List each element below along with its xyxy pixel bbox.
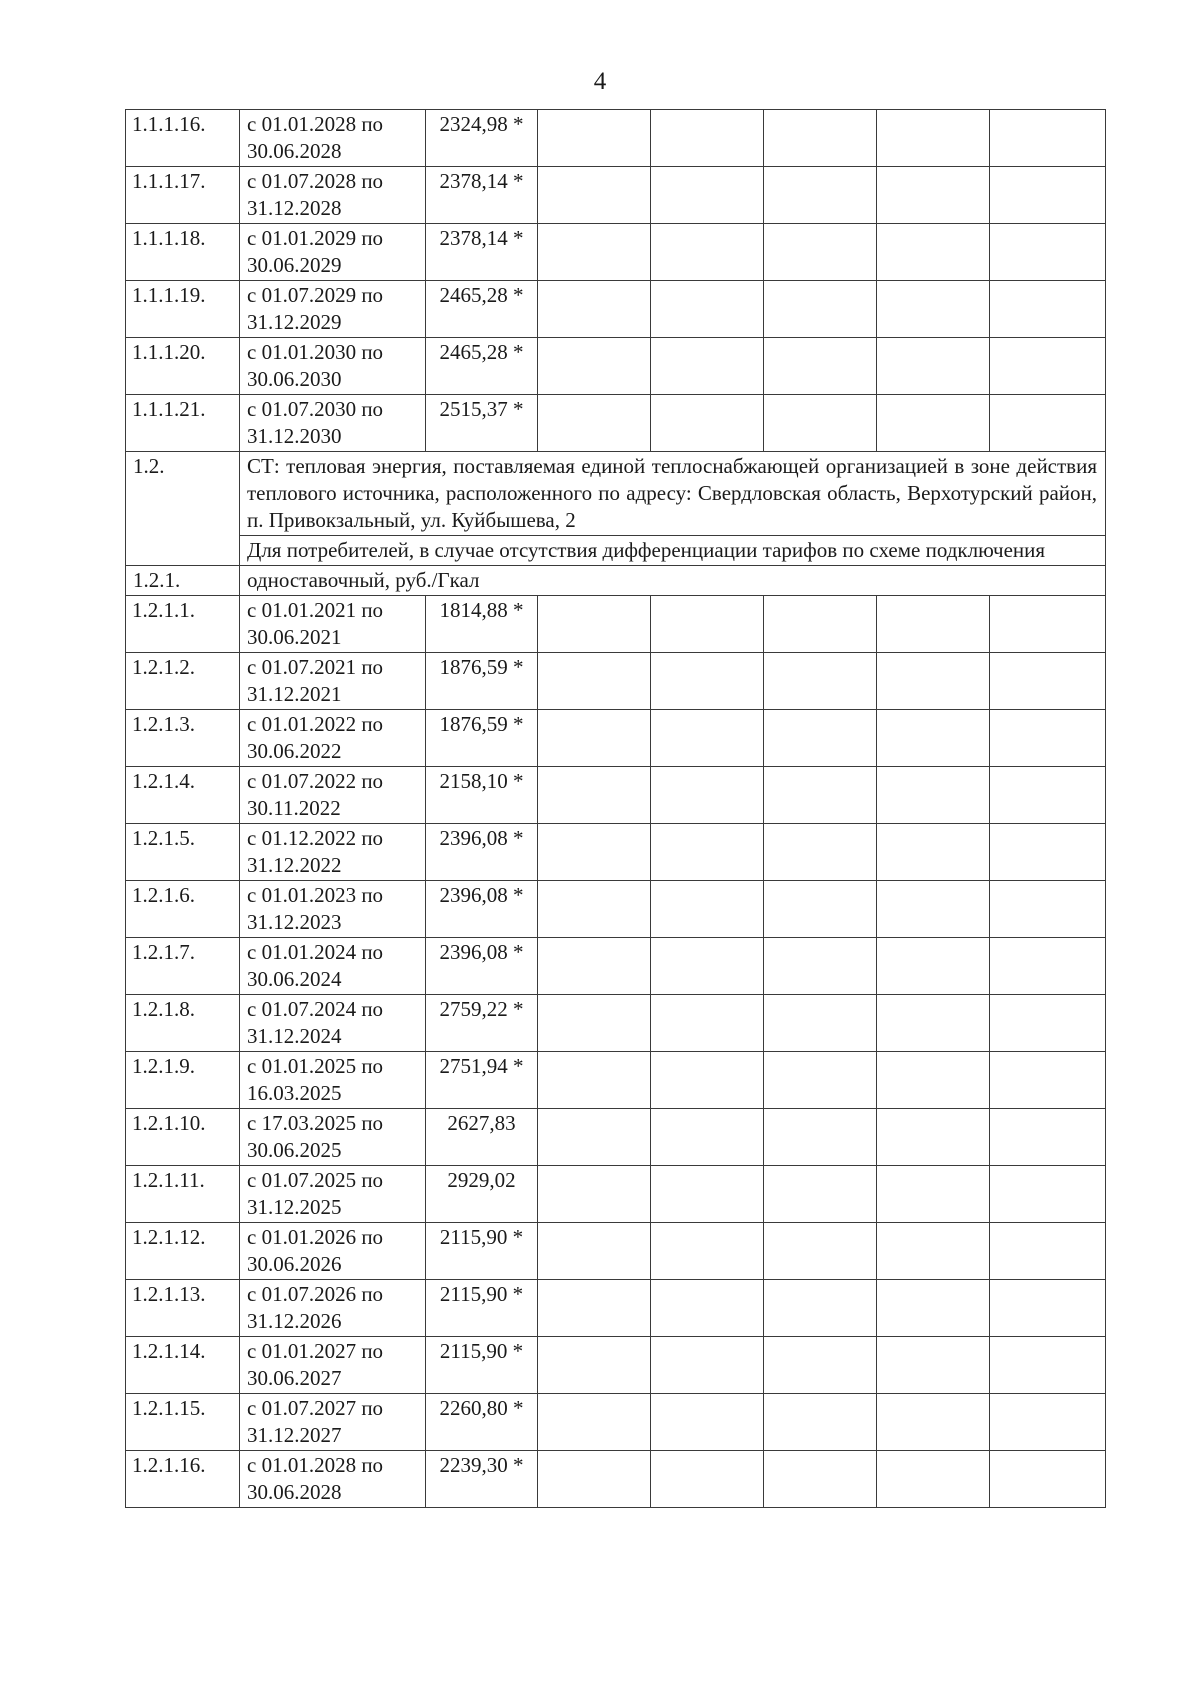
empty-cell	[538, 1109, 651, 1166]
empty-cell	[764, 1166, 877, 1223]
empty-cell	[651, 881, 764, 938]
empty-cell	[990, 1223, 1106, 1280]
empty-cell	[877, 1166, 990, 1223]
period-from: с 01.07.2022 по	[247, 769, 384, 793]
period-to: 16.03.2025	[247, 1081, 342, 1105]
period-from: с 01.01.2028 по	[247, 1453, 384, 1477]
table-row	[126, 824, 1106, 881]
row-number: 1.2.1.4.	[126, 767, 240, 824]
row-number: 1.2.1.13.	[126, 1280, 240, 1337]
tariff-value: 2515,37 *	[426, 395, 538, 452]
period-cell	[240, 653, 426, 710]
empty-cell	[538, 224, 651, 281]
tariff-value: 2115,90 *	[426, 1223, 538, 1280]
empty-cell	[764, 110, 877, 167]
empty-cell	[877, 596, 990, 653]
tariff-value: 2324,98 *	[426, 110, 538, 167]
table-row	[126, 995, 1106, 1052]
period-from: с 01.07.2029 по	[247, 283, 384, 307]
row-number: 1.2.1.2.	[126, 653, 240, 710]
empty-cell	[764, 224, 877, 281]
table-row	[126, 1223, 1106, 1280]
table-row	[126, 281, 1106, 338]
empty-cell	[651, 1223, 764, 1280]
empty-cell	[651, 338, 764, 395]
period-from: с 01.07.2030 по	[247, 397, 384, 421]
period-from: с 01.01.2027 по	[247, 1339, 384, 1363]
row-number: 1.2.1.8.	[126, 995, 240, 1052]
subsection-label: одноставочный, руб./Гкал	[240, 566, 1106, 596]
period-from: с 01.07.2024 по	[247, 997, 384, 1021]
period-to: 31.12.2029	[247, 310, 342, 334]
period-cell	[240, 1394, 426, 1451]
period-cell	[240, 710, 426, 767]
table-row	[126, 1280, 1106, 1337]
period-cell	[240, 167, 426, 224]
table-row	[126, 596, 1106, 653]
table-row	[126, 1337, 1106, 1394]
period-cell	[240, 110, 426, 167]
table-row	[126, 1052, 1106, 1109]
empty-cell	[990, 1052, 1106, 1109]
empty-cell	[764, 995, 877, 1052]
empty-cell	[877, 1337, 990, 1394]
tariff-value: 2115,90 *	[426, 1337, 538, 1394]
empty-cell	[877, 824, 990, 881]
period-to: 31.12.2030	[247, 424, 342, 448]
table-row	[126, 653, 1106, 710]
period-to: 30.06.2030	[247, 367, 342, 391]
period-cell	[240, 224, 426, 281]
period-from: с 01.12.2022 по	[247, 826, 384, 850]
empty-cell	[764, 881, 877, 938]
tariff-value: 1876,59 *	[426, 653, 538, 710]
table-row	[126, 338, 1106, 395]
period-cell	[240, 1337, 426, 1394]
period-from: с 01.01.2021 по	[247, 598, 384, 622]
empty-cell	[877, 1394, 990, 1451]
period-from: с 01.07.2027 по	[247, 1396, 384, 1420]
tariff-value: 2465,28 *	[426, 338, 538, 395]
period-cell	[240, 281, 426, 338]
empty-cell	[990, 881, 1106, 938]
empty-cell	[764, 1280, 877, 1337]
period-to: 30.06.2027	[247, 1366, 342, 1390]
empty-cell	[538, 938, 651, 995]
row-number: 1.1.1.17.	[126, 167, 240, 224]
period-cell	[240, 395, 426, 452]
empty-cell	[538, 1280, 651, 1337]
empty-cell	[764, 596, 877, 653]
empty-cell	[651, 110, 764, 167]
empty-cell	[990, 224, 1106, 281]
table-row	[126, 710, 1106, 767]
period-cell	[240, 596, 426, 653]
empty-cell	[990, 1166, 1106, 1223]
period-to: 31.12.2024	[247, 1024, 342, 1048]
period-to: 31.12.2025	[247, 1195, 342, 1219]
period-from: с 01.01.2028 по	[247, 112, 384, 136]
empty-cell	[538, 1223, 651, 1280]
empty-cell	[651, 710, 764, 767]
empty-cell	[764, 1337, 877, 1394]
period-to: 31.12.2021	[247, 682, 342, 706]
row-number: 1.2.1.14.	[126, 1337, 240, 1394]
tariff-value: 2260,80 *	[426, 1394, 538, 1451]
empty-cell	[538, 1166, 651, 1223]
empty-cell	[538, 653, 651, 710]
row-number: 1.2.1.15.	[126, 1394, 240, 1451]
empty-cell	[990, 1337, 1106, 1394]
tariff-table	[125, 109, 1106, 1508]
empty-cell	[764, 281, 877, 338]
period-to: 30.06.2024	[247, 967, 342, 991]
period-to: 30.06.2021	[247, 625, 342, 649]
row-number: 1.1.1.20.	[126, 338, 240, 395]
empty-cell	[651, 1280, 764, 1337]
empty-cell	[990, 995, 1106, 1052]
period-to: 30.11.2022	[247, 796, 341, 820]
empty-cell	[538, 1394, 651, 1451]
period-from: с 01.01.2024 по	[247, 940, 384, 964]
period-cell	[240, 881, 426, 938]
row-number: 1.2.1.5.	[126, 824, 240, 881]
empty-cell	[651, 281, 764, 338]
empty-cell	[651, 167, 764, 224]
empty-cell	[877, 1223, 990, 1280]
empty-cell	[651, 224, 764, 281]
empty-cell	[990, 596, 1106, 653]
empty-cell	[538, 596, 651, 653]
empty-cell	[651, 1166, 764, 1223]
empty-cell	[877, 881, 990, 938]
period-from: с 01.07.2026 по	[247, 1282, 384, 1306]
table-row	[126, 1166, 1106, 1223]
empty-cell	[764, 1109, 877, 1166]
empty-cell	[990, 110, 1106, 167]
tariff-value: 2465,28 *	[426, 281, 538, 338]
period-cell	[240, 338, 426, 395]
table-row	[126, 1451, 1106, 1508]
empty-cell	[990, 281, 1106, 338]
row-number: 1.1.1.21.	[126, 395, 240, 452]
section-1-2	[126, 452, 1106, 596]
period-cell	[240, 1451, 426, 1508]
empty-cell	[764, 767, 877, 824]
empty-cell	[764, 1451, 877, 1508]
empty-cell	[651, 824, 764, 881]
tariff-block-1-2-1	[126, 596, 1106, 1508]
empty-cell	[764, 653, 877, 710]
empty-cell	[538, 338, 651, 395]
tariff-value: 2239,30 *	[426, 1451, 538, 1508]
empty-cell	[538, 881, 651, 938]
empty-cell	[877, 281, 990, 338]
empty-cell	[538, 167, 651, 224]
row-number: 1.2.1.12.	[126, 1223, 240, 1280]
row-number: 1.2.1.7.	[126, 938, 240, 995]
empty-cell	[651, 995, 764, 1052]
period-to: 30.06.2029	[247, 253, 342, 277]
period-to: 30.06.2025	[247, 1138, 342, 1162]
period-to: 30.06.2028	[247, 1480, 342, 1504]
empty-cell	[651, 1337, 764, 1394]
empty-cell	[538, 767, 651, 824]
empty-cell	[538, 1451, 651, 1508]
period-cell	[240, 824, 426, 881]
row-number: 1.2.1.6.	[126, 881, 240, 938]
empty-cell	[538, 281, 651, 338]
table-row	[126, 110, 1106, 167]
period-cell	[240, 1052, 426, 1109]
tariff-value: 2751,94 *	[426, 1052, 538, 1109]
empty-cell	[990, 395, 1106, 452]
empty-cell	[764, 1394, 877, 1451]
tariff-value: 1814,88 *	[426, 596, 538, 653]
period-to: 31.12.2027	[247, 1423, 342, 1447]
empty-cell	[764, 338, 877, 395]
row-number: 1.2.1.9.	[126, 1052, 240, 1109]
section-consumers-note: Для потребителей, в случае отсутствия дифференциации тарифов по схеме подключения	[240, 536, 1106, 566]
tariff-value: 2378,14 *	[426, 167, 538, 224]
section-number: 1.2.	[126, 452, 240, 566]
empty-cell	[877, 653, 990, 710]
empty-cell	[538, 995, 651, 1052]
empty-cell	[764, 710, 877, 767]
empty-cell	[764, 1223, 877, 1280]
row-number: 1.2.1.11.	[126, 1166, 240, 1223]
row-number: 1.1.1.18.	[126, 224, 240, 281]
tariff-value: 1876,59 *	[426, 710, 538, 767]
empty-cell	[764, 938, 877, 995]
period-to: 31.12.2026	[247, 1309, 342, 1333]
table-row	[126, 938, 1106, 995]
period-cell	[240, 1280, 426, 1337]
empty-cell	[990, 1451, 1106, 1508]
empty-cell	[877, 338, 990, 395]
empty-cell	[764, 824, 877, 881]
page-number: 4	[593, 68, 607, 95]
period-cell	[240, 1109, 426, 1166]
period-from: с 01.01.2029 по	[247, 226, 384, 250]
empty-cell	[538, 710, 651, 767]
empty-cell	[538, 1052, 651, 1109]
period-to: 31.12.2023	[247, 910, 342, 934]
empty-cell	[877, 1052, 990, 1109]
empty-cell	[651, 1451, 764, 1508]
row-number: 1.2.1.10.	[126, 1109, 240, 1166]
period-to: 30.06.2028	[247, 139, 342, 163]
table-row	[126, 1109, 1106, 1166]
row-number: 1.1.1.19.	[126, 281, 240, 338]
empty-cell	[877, 1280, 990, 1337]
empty-cell	[990, 824, 1106, 881]
period-from: с 01.01.2026 по	[247, 1225, 384, 1249]
empty-cell	[764, 395, 877, 452]
empty-cell	[877, 110, 990, 167]
empty-cell	[990, 767, 1106, 824]
subsection-number: 1.2.1.	[126, 566, 240, 596]
table-row	[126, 881, 1106, 938]
period-cell	[240, 1223, 426, 1280]
empty-cell	[651, 653, 764, 710]
empty-cell	[651, 596, 764, 653]
empty-cell	[877, 395, 990, 452]
table-row	[126, 395, 1106, 452]
tariff-value: 2378,14 *	[426, 224, 538, 281]
period-to: 30.06.2022	[247, 739, 342, 763]
empty-cell	[990, 167, 1106, 224]
tariff-value: 2396,08 *	[426, 881, 538, 938]
table-row	[126, 767, 1106, 824]
empty-cell	[877, 995, 990, 1052]
tariff-value: 2158,10 *	[426, 767, 538, 824]
period-to: 31.12.2028	[247, 196, 342, 220]
empty-cell	[990, 653, 1106, 710]
period-from: с 01.01.2023 по	[247, 883, 384, 907]
empty-cell	[990, 938, 1106, 995]
row-number: 1.2.1.3.	[126, 710, 240, 767]
empty-cell	[764, 167, 877, 224]
period-cell	[240, 938, 426, 995]
table-row	[126, 224, 1106, 281]
row-number: 1.2.1.16.	[126, 1451, 240, 1508]
empty-cell	[990, 1394, 1106, 1451]
period-to: 30.06.2026	[247, 1252, 342, 1276]
period-from: с 01.07.2025 по	[247, 1168, 384, 1192]
empty-cell	[651, 767, 764, 824]
empty-cell	[990, 1280, 1106, 1337]
empty-cell	[877, 767, 990, 824]
period-from: с 01.07.2028 по	[247, 169, 384, 193]
row-number: 1.2.1.1.	[126, 596, 240, 653]
tariff-value: 2627,83	[426, 1109, 538, 1166]
table-row	[126, 1394, 1106, 1451]
tariff-value: 2396,08 *	[426, 938, 538, 995]
empty-cell	[651, 395, 764, 452]
empty-cell	[877, 167, 990, 224]
tariff-value: 2396,08 *	[426, 824, 538, 881]
empty-cell	[990, 710, 1106, 767]
tariff-value: 2115,90 *	[426, 1280, 538, 1337]
period-from: с 01.01.2022 по	[247, 712, 384, 736]
period-from: с 01.01.2030 по	[247, 340, 384, 364]
row-number: 1.1.1.16.	[126, 110, 240, 167]
empty-cell	[651, 1109, 764, 1166]
period-from: с 01.01.2025 по	[247, 1054, 384, 1078]
table-row	[126, 167, 1106, 224]
empty-cell	[877, 1109, 990, 1166]
empty-cell	[538, 824, 651, 881]
empty-cell	[877, 1451, 990, 1508]
empty-cell	[764, 1052, 877, 1109]
section-title: СТ: тепловая энергия, поставляемая единой теплоснабжающей организацией в зоне действия теплового источника, расположенного по адресу: Свердловская область, Верхотурский район, п. Привокзальный, ул. Куйбышева, 2	[240, 452, 1106, 536]
empty-cell	[538, 395, 651, 452]
period-to: 31.12.2022	[247, 853, 342, 877]
empty-cell	[990, 1109, 1106, 1166]
period-from: с 17.03.2025 по	[247, 1111, 384, 1135]
empty-cell	[877, 224, 990, 281]
empty-cell	[538, 1337, 651, 1394]
empty-cell	[651, 1394, 764, 1451]
tariff-block-1-1-1	[126, 110, 1106, 452]
period-cell	[240, 767, 426, 824]
period-from: с 01.07.2021 по	[247, 655, 384, 679]
empty-cell	[651, 1052, 764, 1109]
tariff-value: 2929,02	[426, 1166, 538, 1223]
period-cell	[240, 995, 426, 1052]
empty-cell	[990, 338, 1106, 395]
empty-cell	[538, 110, 651, 167]
period-cell	[240, 1166, 426, 1223]
tariff-value: 2759,22 *	[426, 995, 538, 1052]
empty-cell	[651, 938, 764, 995]
empty-cell	[877, 938, 990, 995]
empty-cell	[877, 710, 990, 767]
